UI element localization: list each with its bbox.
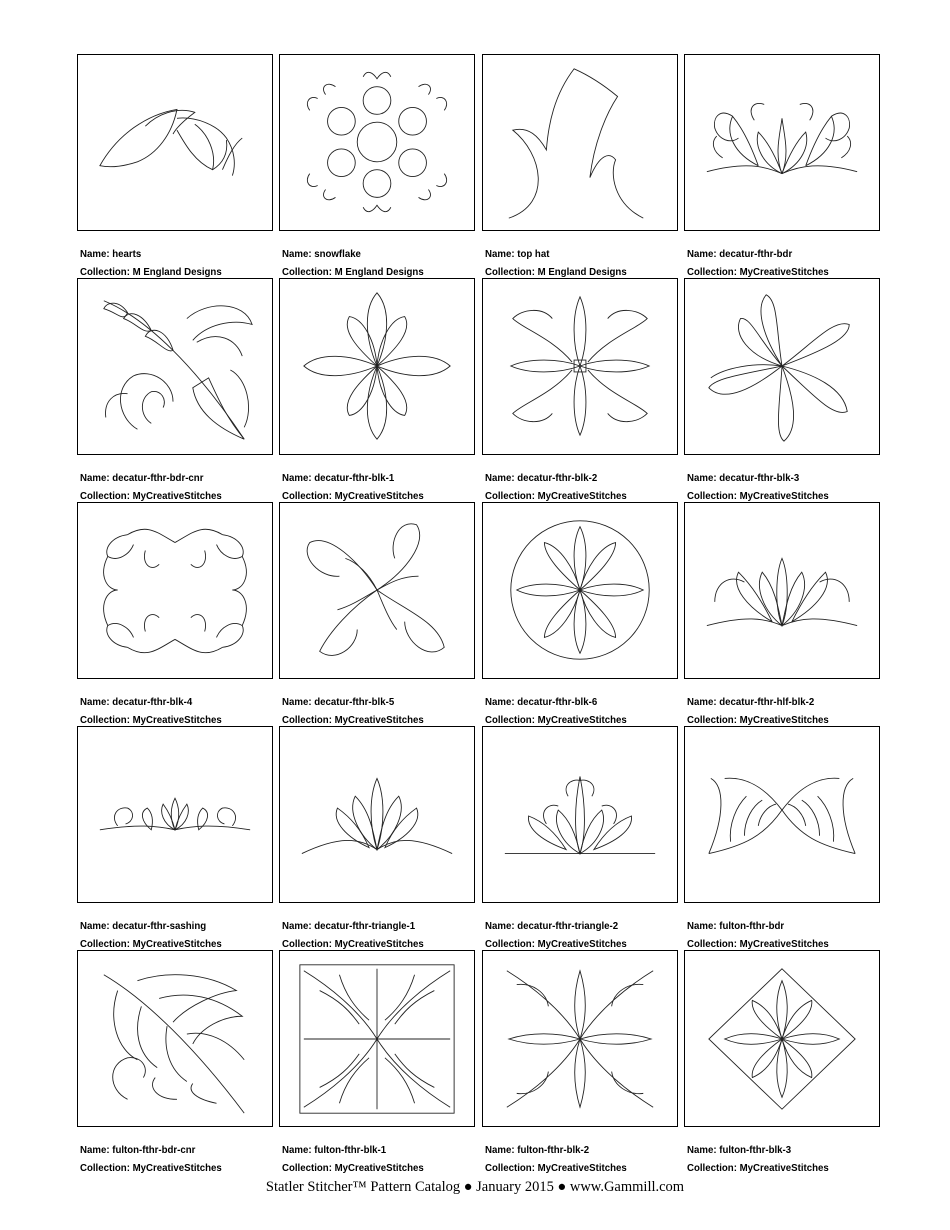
pattern-image bbox=[279, 950, 475, 1127]
pattern-image bbox=[279, 726, 475, 903]
name-label: Name bbox=[282, 472, 309, 484]
pattern-collection: MyCreativeStitches bbox=[132, 1161, 222, 1174]
pattern-collection: MyCreativeStitches bbox=[334, 937, 424, 950]
pattern-name: snowflake bbox=[314, 248, 361, 260]
pattern-collection: MyCreativeStitches bbox=[132, 489, 222, 502]
pattern-collection: MyCreativeStitches bbox=[739, 1161, 829, 1174]
pattern-image bbox=[684, 950, 880, 1127]
top-hat-pattern-drawing bbox=[483, 55, 677, 230]
pattern-name: decatur-fthr-bdr bbox=[719, 248, 793, 260]
pattern-card[interactable] bbox=[77, 726, 273, 950]
pattern-caption: Name: decatur-fthr-triangle-1 Collection: MyCreativeStitches bbox=[282, 920, 424, 950]
pattern-card[interactable] bbox=[482, 502, 678, 726]
pattern-name: decatur-fthr-blk-2 bbox=[517, 472, 598, 484]
name-label: Name bbox=[80, 696, 107, 708]
catalog-footer: Statler Stitcher™ Pattern Catalog ● January 2015 ● www.Gammill.com bbox=[265, 1179, 685, 1195]
name-label: Name bbox=[80, 472, 107, 484]
pattern-card[interactable] bbox=[279, 278, 475, 502]
pattern-card[interactable] bbox=[482, 950, 678, 1174]
decatur-fthr-triangle-1-pattern-drawing bbox=[280, 727, 474, 902]
pattern-caption: Name: top hat Collection: M England Designs bbox=[485, 248, 627, 278]
pattern-caption: Name: decatur-fthr-triangle-2 Collection: MyCreativeStitches bbox=[485, 920, 627, 950]
pattern-image bbox=[77, 54, 273, 231]
pattern-image bbox=[77, 726, 273, 903]
name-label: Name bbox=[687, 1144, 714, 1156]
pattern-card[interactable] bbox=[279, 726, 475, 950]
pattern-caption: Name: fulton-fthr-blk-1 Collection: MyCreativeStitches bbox=[282, 1144, 424, 1174]
name-label: Name bbox=[687, 920, 714, 932]
collection-label: Collection bbox=[687, 265, 734, 278]
name-label: Name bbox=[687, 472, 714, 484]
pattern-collection: MyCreativeStitches bbox=[334, 713, 424, 726]
collection-label: Collection bbox=[80, 1161, 127, 1174]
name-label: Name bbox=[485, 248, 512, 260]
pattern-card[interactable] bbox=[684, 278, 880, 502]
pattern-caption: Name: decatur-fthr-hlf-blk-2 Collection: MyCreativeStitches bbox=[687, 696, 829, 726]
decatur-fthr-blk-6-pattern-drawing bbox=[483, 503, 677, 678]
pattern-caption: Name: hearts Collection: M England Designs bbox=[80, 248, 222, 278]
pattern-collection: M England Designs bbox=[334, 265, 424, 278]
pattern-name: decatur-fthr-triangle-2 bbox=[517, 920, 619, 932]
pattern-card[interactable] bbox=[482, 278, 678, 502]
pattern-caption: Name: decatur-fthr-blk-2 Collection: MyCreativeStitches bbox=[485, 472, 627, 502]
pattern-caption: Name: fulton-fthr-blk-2 Collection: MyCreativeStitches bbox=[485, 1144, 627, 1174]
collection-label: Collection bbox=[80, 489, 127, 502]
pattern-image bbox=[684, 726, 880, 903]
pattern-collection: MyCreativeStitches bbox=[739, 713, 829, 726]
pattern-caption: Name: decatur-fthr-blk-1 Collection: MyCreativeStitches bbox=[282, 472, 424, 502]
pattern-card[interactable] bbox=[77, 54, 273, 278]
pattern-name: decatur-fthr-bdr-cnr bbox=[112, 472, 204, 484]
name-label: Name bbox=[80, 248, 107, 260]
pattern-name: decatur-fthr-blk-3 bbox=[719, 472, 800, 484]
collection-label: Collection bbox=[485, 937, 532, 950]
pattern-card[interactable] bbox=[482, 726, 678, 950]
fulton-fthr-blk-3-pattern-drawing bbox=[685, 951, 879, 1126]
pattern-caption: Name: decatur-fthr-blk-5 Collection: MyCreativeStitches bbox=[282, 696, 424, 726]
name-label: Name bbox=[485, 1144, 512, 1156]
collection-label: Collection bbox=[485, 265, 532, 278]
pattern-image bbox=[77, 278, 273, 455]
name-label: Name bbox=[485, 472, 512, 484]
name-label: Name bbox=[687, 696, 714, 708]
pattern-name: decatur-fthr-blk-5 bbox=[314, 696, 395, 708]
fulton-fthr-bdr-cnr-pattern-drawing bbox=[78, 951, 272, 1126]
collection-label: Collection bbox=[282, 1161, 329, 1174]
pattern-name: fulton-fthr-blk-3 bbox=[719, 1144, 792, 1156]
collection-label: Collection bbox=[687, 713, 734, 726]
pattern-caption: Name: decatur-fthr-blk-6 Collection: MyCreativeStitches bbox=[485, 696, 627, 726]
pattern-name: hearts bbox=[112, 248, 142, 260]
decatur-fthr-hlf-blk-2-pattern-drawing bbox=[685, 503, 879, 678]
pattern-card[interactable] bbox=[684, 502, 880, 726]
pattern-caption: Name: fulton-fthr-bdr-cnr Collection: MyCreativeStitches bbox=[80, 1144, 222, 1174]
collection-label: Collection bbox=[80, 937, 127, 950]
pattern-caption: Name: decatur-fthr-blk-4 Collection: MyCreativeStitches bbox=[80, 696, 222, 726]
fulton-fthr-blk-2-pattern-drawing bbox=[483, 951, 677, 1126]
pattern-collection: MyCreativeStitches bbox=[334, 1161, 424, 1174]
pattern-collection: MyCreativeStitches bbox=[537, 713, 627, 726]
decatur-fthr-blk-3-pattern-drawing bbox=[685, 279, 879, 454]
pattern-name: decatur-fthr-sashing bbox=[112, 920, 207, 932]
collection-label: Collection bbox=[485, 1161, 532, 1174]
pattern-image bbox=[279, 502, 475, 679]
name-label: Name bbox=[80, 1144, 107, 1156]
pattern-card[interactable] bbox=[684, 54, 880, 278]
pattern-card[interactable] bbox=[279, 54, 475, 278]
pattern-image bbox=[279, 54, 475, 231]
collection-label: Collection bbox=[687, 937, 734, 950]
pattern-card[interactable] bbox=[482, 54, 678, 278]
pattern-image bbox=[482, 54, 678, 231]
collection-label: Collection bbox=[485, 489, 532, 502]
collection-label: Collection bbox=[282, 937, 329, 950]
pattern-image bbox=[77, 502, 273, 679]
pattern-caption: Name: decatur-fthr-sashing Collection: MyCreativeStitches bbox=[80, 920, 222, 950]
collection-label: Collection bbox=[282, 489, 329, 502]
pattern-image bbox=[482, 278, 678, 455]
pattern-card[interactable] bbox=[77, 950, 273, 1174]
decatur-fthr-blk-5-pattern-drawing bbox=[280, 503, 474, 678]
pattern-image bbox=[77, 950, 273, 1127]
pattern-name: fulton-fthr-bdr-cnr bbox=[112, 1144, 196, 1156]
name-label: Name bbox=[282, 248, 309, 260]
pattern-name: fulton-fthr-blk-2 bbox=[517, 1144, 590, 1156]
pattern-grid bbox=[77, 54, 880, 1174]
pattern-image bbox=[684, 502, 880, 679]
fulton-fthr-bdr-pattern-drawing bbox=[685, 727, 879, 902]
pattern-collection: MyCreativeStitches bbox=[739, 489, 829, 502]
collection-label: Collection bbox=[687, 489, 734, 502]
collection-label: Collection bbox=[80, 713, 127, 726]
pattern-collection: M England Designs bbox=[132, 265, 222, 278]
pattern-name: decatur-fthr-hlf-blk-2 bbox=[719, 696, 815, 708]
pattern-caption: Name: fulton-fthr-bdr Collection: MyCreativeStitches bbox=[687, 920, 829, 950]
name-label: Name bbox=[282, 920, 309, 932]
decatur-fthr-sashing-pattern-drawing bbox=[78, 727, 272, 902]
pattern-collection: M England Designs bbox=[537, 265, 627, 278]
decatur-fthr-triangle-2-pattern-drawing bbox=[483, 727, 677, 902]
pattern-caption: Name: snowflake Collection: M England Designs bbox=[282, 248, 424, 278]
name-label: Name bbox=[485, 696, 512, 708]
pattern-collection: MyCreativeStitches bbox=[132, 713, 222, 726]
pattern-collection: MyCreativeStitches bbox=[739, 265, 829, 278]
name-label: Name bbox=[282, 696, 309, 708]
pattern-caption: Name: decatur-fthr-blk-3 Collection: MyCreativeStitches bbox=[687, 472, 829, 502]
pattern-name: fulton-fthr-bdr bbox=[719, 920, 785, 932]
pattern-caption: Name: decatur-fthr-bdr Collection: MyCreativeStitches bbox=[687, 248, 829, 278]
name-label: Name bbox=[80, 920, 107, 932]
pattern-image bbox=[482, 502, 678, 679]
decatur-fthr-blk-2-pattern-drawing bbox=[483, 279, 677, 454]
snowflake-pattern-drawing bbox=[280, 55, 474, 230]
pattern-card[interactable] bbox=[279, 502, 475, 726]
decatur-fthr-bdr-cnr-pattern-drawing bbox=[78, 279, 272, 454]
collection-label: Collection bbox=[80, 265, 127, 278]
pattern-collection: MyCreativeStitches bbox=[537, 937, 627, 950]
pattern-card[interactable] bbox=[684, 726, 880, 950]
collection-label: Collection bbox=[485, 713, 532, 726]
pattern-image bbox=[684, 278, 880, 455]
pattern-card[interactable] bbox=[279, 950, 475, 1174]
pattern-caption: Name: decatur-fthr-bdr-cnr Collection: MyCreativeStitches bbox=[80, 472, 222, 502]
pattern-name: fulton-fthr-blk-1 bbox=[314, 1144, 387, 1156]
pattern-name: decatur-fthr-blk-1 bbox=[314, 472, 395, 484]
collection-label: Collection bbox=[687, 1161, 734, 1174]
pattern-card[interactable] bbox=[77, 278, 273, 502]
pattern-image bbox=[482, 950, 678, 1127]
pattern-name: decatur-fthr-triangle-1 bbox=[314, 920, 416, 932]
pattern-collection: MyCreativeStitches bbox=[132, 937, 222, 950]
pattern-collection: MyCreativeStitches bbox=[537, 1161, 627, 1174]
pattern-name: top hat bbox=[517, 248, 550, 260]
decatur-fthr-blk-4-pattern-drawing bbox=[78, 503, 272, 678]
pattern-name: decatur-fthr-blk-6 bbox=[517, 696, 598, 708]
pattern-caption: Name: fulton-fthr-blk-3 Collection: MyCreativeStitches bbox=[687, 1144, 829, 1174]
name-label: Name bbox=[485, 920, 512, 932]
collection-label: Collection bbox=[282, 713, 329, 726]
pattern-image bbox=[279, 278, 475, 455]
name-label: Name bbox=[687, 248, 714, 260]
hearts-pattern-drawing bbox=[78, 55, 272, 230]
decatur-fthr-blk-1-pattern-drawing bbox=[280, 279, 474, 454]
pattern-collection: MyCreativeStitches bbox=[739, 937, 829, 950]
collection-label: Collection bbox=[282, 265, 329, 278]
decatur-fthr-bdr-pattern-drawing bbox=[685, 55, 879, 230]
pattern-collection: MyCreativeStitches bbox=[537, 489, 627, 502]
pattern-collection: MyCreativeStitches bbox=[334, 489, 424, 502]
pattern-image bbox=[482, 726, 678, 903]
pattern-name: decatur-fthr-blk-4 bbox=[112, 696, 193, 708]
pattern-card[interactable] bbox=[77, 502, 273, 726]
pattern-card[interactable] bbox=[684, 950, 880, 1174]
pattern-image bbox=[684, 54, 880, 231]
name-label: Name bbox=[282, 1144, 309, 1156]
fulton-fthr-blk-1-pattern-drawing bbox=[280, 951, 474, 1126]
